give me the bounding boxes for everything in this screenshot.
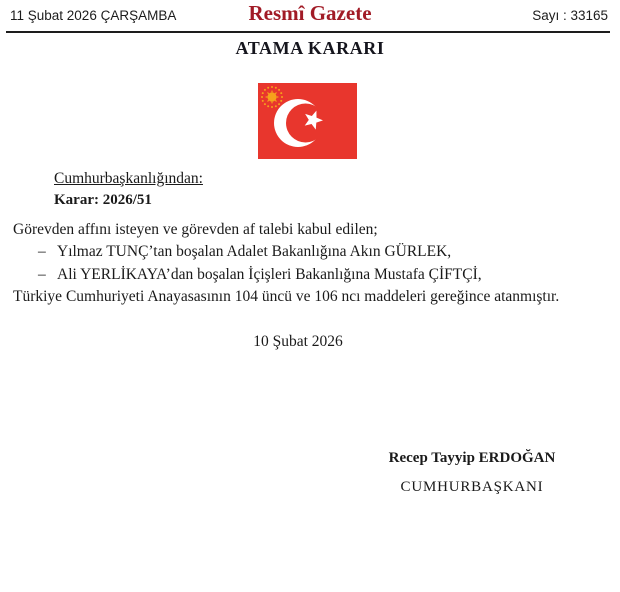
appointment-item-text: Yılmaz TUNÇ’tan boşalan Adalet Bakanlığına Akın GÜRLEK,	[57, 243, 452, 260]
document-title: ATAMA KARARI	[235, 38, 385, 58]
turkish-presidential-flag-icon	[258, 83, 357, 159]
decree-date: 10 Şubat 2026	[253, 333, 343, 350]
signature-block	[362, 450, 582, 496]
issue-number: Sayı : 33165	[532, 8, 608, 23]
masthead-date: 11 Şubat 2026 ÇARŞAMBA	[10, 8, 177, 23]
decree-number: Karar: 2026/51	[54, 192, 152, 208]
issuing-authority: Cumhurbaşkanlığından:	[54, 170, 203, 187]
masthead-divider	[6, 31, 610, 33]
appointment-item	[38, 266, 482, 284]
item-dash: –	[38, 243, 46, 260]
appointment-item-text: Ali YERLİKAYA’dan boşalan İçişleri Bakanlığına Mustafa ÇİFTÇİ,	[57, 266, 482, 283]
item-dash: –	[38, 266, 46, 283]
signatory-title: CUMHURBAŞKANI	[400, 479, 544, 495]
appointment-item	[38, 243, 451, 261]
decree-closing: Türkiye Cumhuriyeti Anayasasının 104 üncü ve 106 ncı maddeleri gereğince atanmıştır.	[13, 288, 560, 305]
decree-intro: Görevden affını isteyen ve görevden af talebi kabul edilen;	[13, 221, 378, 238]
gazette-title: Resmî Gazete	[248, 1, 372, 25]
signatory-name: Recep Tayyip ERDOĞAN	[388, 450, 556, 466]
